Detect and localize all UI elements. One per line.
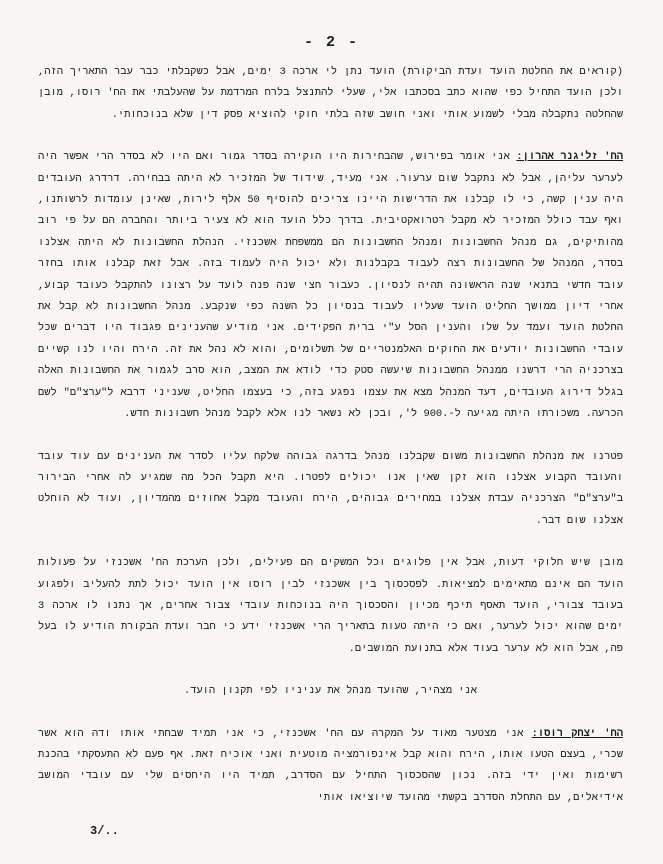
paragraph-declaration <box>38 681 623 702</box>
paragraph-text: אני מצהיר, שהועד מנהל את עניניו לפי תקנון הועד. <box>183 685 478 698</box>
paragraph <box>38 447 623 533</box>
page-number: - 2 - <box>303 34 359 51</box>
paragraph-text: אני מצטער מאוד על המקרה עם הח' אשכנזי, כי אני תמיד שבחתי אותו ודה הוא אשר שכרי, בעצם הטעו אותו, הירח והוא קבל אינפורמציה מוטעית ואני אוכיח זאת. אף פעם לא התעסקתי בהכנת רשימות ואין ידי בזה. נכון שהסכסוך התחיל עם הסדרב, תמיד היו היחסים שלי עם עובדי המושב אידיאלים, עם התחלת הסדרב בקשתי מהועד שיוציאו אותי <box>38 727 623 804</box>
paragraph-text: אני אומר בפירוש, שהבחירות היו הוקירה בסדר גמור ואם היו לא בסדר הרי אפשר היה לערער עליהן, אבל לא נתקבל שום ערעור. אני מעיד, שידוד של המזכיר לא היתה בבחירה. דרדרג העובדים היה ענין קשה, כי לו קבלנו את הדרישות היינו צריכים להוסיף 50 אלף לירות, שאינן עומדות לרשותנו, ואף עבד כולל המזכיר לא מקבל רטרואקטיבית. בדרך כלל הועד הוא לא צעיר ביותר והחברה הם על פי רוב מהותיקים, גם מנהל החשבונות ומנהל החשבונות הם ממשפחת אשכנזי. הנהלת החשבונות לא היתה אצלנו בסדר, המנהל של החשבונות רצה לעבוד בקבלנות ולא יכול היה לעמוד בזה. אבל זאת קבלנו אותו בחזר עובד חדשי בתנאי שנה הראשונה תהיה לנסיון. כעבור חצי שנה פנה לועד על רצונו להתקבל כעובד קבוע, אחרי דיון ממושך החליט הועד שעליו לעבוד בנסיון כל השנה כפי שנקבע. מנהל החשבונות לא קבל את החלטת הועד ועמד על שלו והענין הסל ע"י ברית הפקידים. אני מודיע שהענינים פגבוד היו דברים שכל עובדי החשבונות יודעים את החוקים האלמנטריים של תשלומים, והוא לא נהל את זה. הירח והיו לנו קשיים בצרכניה הרי דרשנו ממנהל החשבונות שיעשה סטק כדי לודא את המצב, הוא סרב לגמור את החשבונות האלה בגלל דירוג העובדים, דעד המנהל מצא את עצמו נפגע בזה, כי בעצמו החליט, שעניני דרבא ל"ערצ"ם" לשם הכרעה. משכורתו היתה מגיעה ל-.900 ל', ובכן לא נשאר לנו אלא לקבל מנהל חשבונות חדש. <box>38 151 623 421</box>
paragraph-text: מובן שיש חלוקי דעות, אבל אין פלוגים וכל המשקים הם פעילים, ולכן הערכת הח' אשכנזי על פעולות הועד הם אינם מתאימים למציאות. לפסכסוך בין אשכנזי לבין רוסו אין הועד יכול לתת להעליב ולפגוע בעובד צבורי, הועד תאסף תיכף מכיון והסכסוך היה בנוכחות עובדי צבור אחרים, אך נתנו לו ארכה 3 ימים שהוא יכול לערער, ואם כי היתה טעות בתאריך הרי אשכנזי ידע כי חבר ועדת הבקורת הודיע לו בעל פה, אבל הוא לא ערער בעוד אלא בתנועת המושבים. <box>38 557 623 655</box>
paragraph-text: פטרנו את מנהלת החשבונות משום שקבלנו מנהל בדרגה גבוהה שלקח עליו לסדר את הענינים עם עוד עובד והעובד הקבוע אצלנו הוא זקן שאין אנו יכולים לפטרו. היא תקבל הכל מה שמגיע לה אחרי הבירור ב"ערצ"ם" הצרכניה עבדת אצלנו במחירים גבוהים, הירח והעובד מקבל אחוזים מהמדיון, ועוד לא הוחלט אצלנו שום דבר. <box>38 450 623 527</box>
document-body <box>38 62 623 809</box>
speaker-name: הח' זליגנר אהרון: <box>516 151 623 164</box>
continuation-marker: 3/.. <box>90 824 119 838</box>
paragraph-text: (קוראים את החלטת הועד ועדת הביקורת) הועד נתן לי ארכה 3 ימים, אבל כשקבלתי כבר עבר התאריך הזה, ולכן הועד התחיל כפי שהוא כתב בסכתבו אלי, שעלי להתנצל בלרח המרדמת על שהעלבתי את הח' רוסו, מובן שהחלטה נתקבלה מבלי לשמוע אותי ואני חושב שזה בלתי חוקי להוציא פסק דין שלא בנוכחותי. <box>38 66 623 121</box>
speaker-name: הח' יצחק רוסו: <box>531 727 623 740</box>
paragraph <box>38 553 623 660</box>
paragraph <box>38 62 623 126</box>
paragraph <box>38 724 623 810</box>
paragraph <box>38 147 623 425</box>
